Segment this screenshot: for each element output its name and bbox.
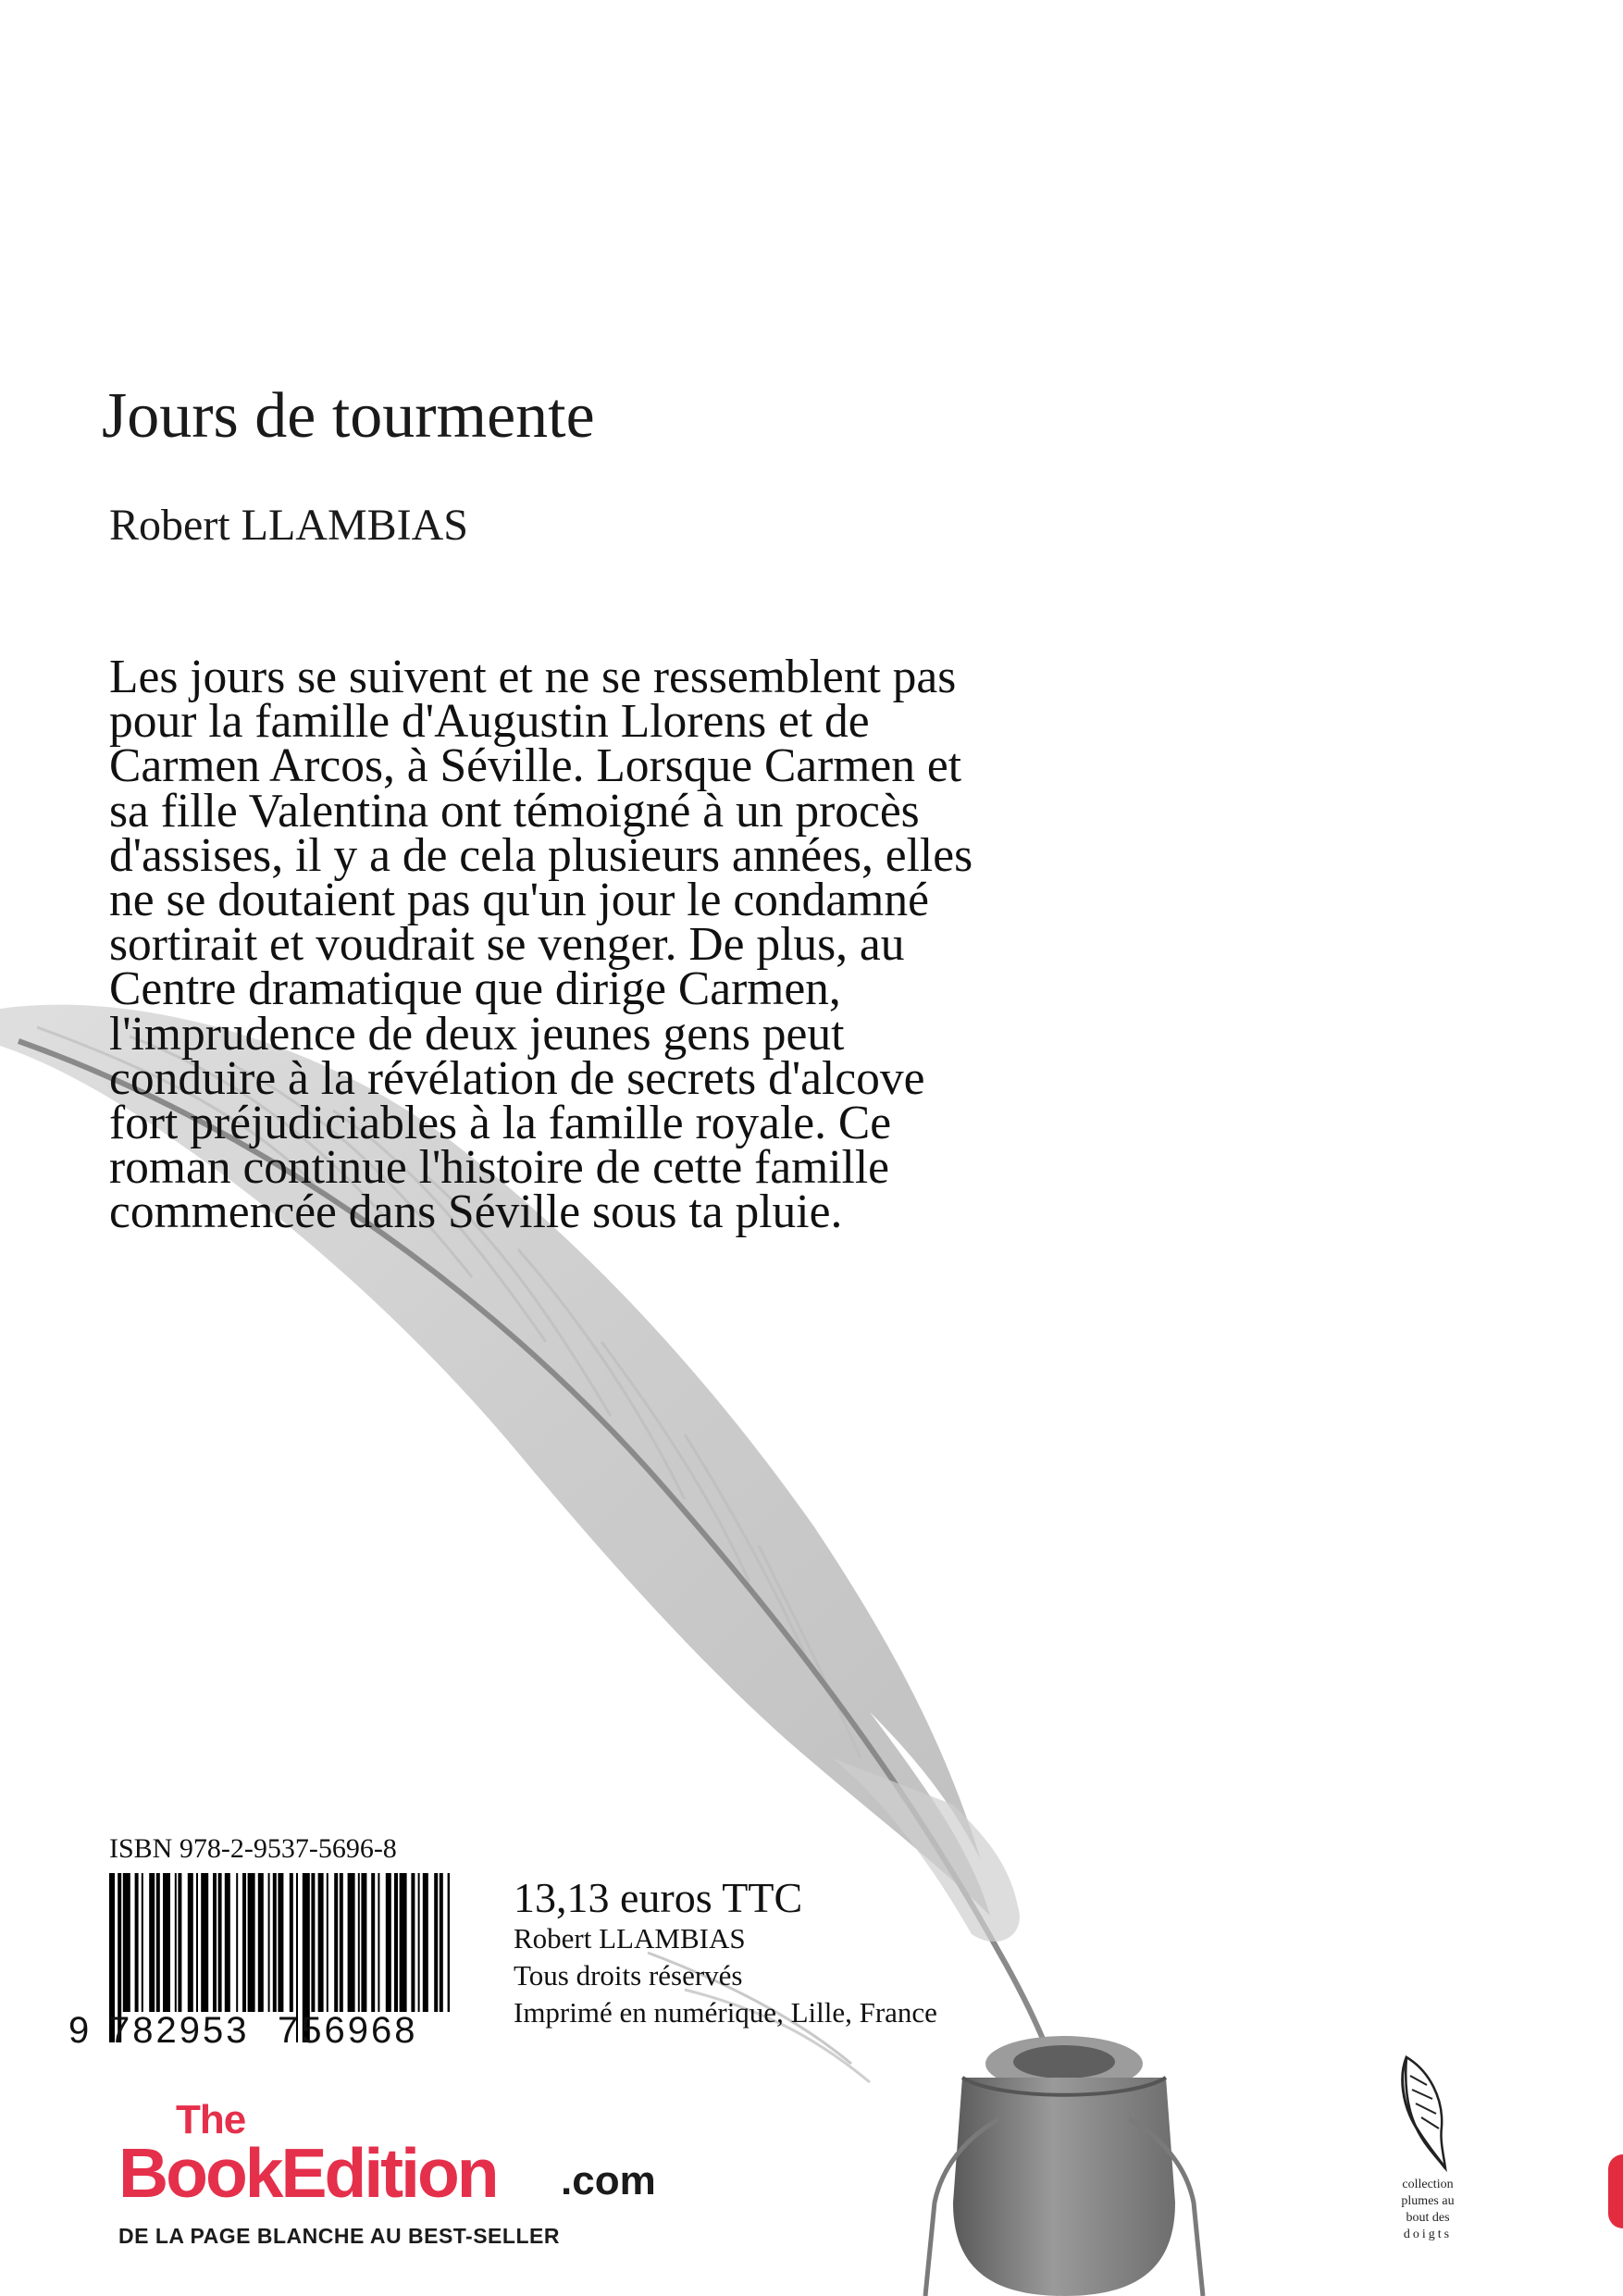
- barcode-bar: [371, 1873, 375, 2012]
- edge-badge: [1608, 2154, 1623, 2228]
- barcode-bar: [201, 1873, 208, 2012]
- publisher-tagline: DE LA PAGE BLANCHE AU BEST-SELLER: [118, 2224, 560, 2248]
- barcode-bar: [258, 1873, 264, 2012]
- blurb-line: conduire à la révélation de secrets d'alcove: [109, 1051, 925, 1105]
- barcode-bar: [311, 1873, 315, 2012]
- barcode-bar: [340, 1873, 343, 2012]
- barcode-bar: [135, 1873, 139, 2012]
- feather-icon: [1388, 2053, 1462, 2173]
- barcode-bar: [175, 1873, 177, 2012]
- collection-line: collection: [1402, 2178, 1454, 2191]
- barcode-bar: [163, 1873, 170, 2012]
- publisher-logo-domain: .com: [561, 2158, 656, 2203]
- barcode-bar: [123, 1873, 130, 2012]
- barcode-bar: [218, 1873, 222, 2012]
- barcode-digits: [68, 2010, 446, 2051]
- barcode-bar: [327, 1873, 328, 2012]
- barcode-bar: [273, 1873, 277, 2012]
- barcode-bar: [290, 1873, 293, 2012]
- barcode-bar: [156, 1873, 160, 2012]
- barcode-bar: [378, 1873, 379, 2012]
- barcode-bar: [411, 1873, 415, 2012]
- blurb-line: commencée dans Séville sous ta pluie.: [109, 1185, 843, 1239]
- imprint-rights: Tous droits réservés: [514, 1959, 743, 1992]
- collection-label: [1386, 2177, 1469, 2243]
- barcode-bar: [400, 1873, 407, 2012]
- publisher-logo-name: BookEdition: [118, 2134, 497, 2212]
- book-blurb: [109, 651, 1247, 1239]
- barcode-bar: [213, 1873, 217, 2012]
- barcode-bar: [268, 1873, 270, 2012]
- barcode-bar: [361, 1873, 366, 2012]
- barcode-bar: [248, 1873, 255, 2012]
- barcode-bar: [242, 1873, 246, 2012]
- barcode-bar: [149, 1873, 155, 2012]
- barcode-bar: [440, 1873, 443, 2012]
- barcode-bar: [318, 1873, 324, 2012]
- barcode-bar: [394, 1873, 398, 2012]
- collection-line: plumes au: [1401, 2194, 1455, 2208]
- book-title: Jours de tourmente: [102, 380, 595, 452]
- collection-line: doigts: [1403, 2228, 1453, 2241]
- blurb-line: Les jours se suivent et ne se ressemblent pas: [109, 651, 957, 703]
- price: 13,13 euros TTC: [514, 1874, 803, 1921]
- imprint-printing: Imprimé en numérique, Lille, France: [514, 1996, 937, 2029]
- barcode-bar: [188, 1873, 193, 2012]
- barcode-bar: [348, 1873, 355, 2012]
- barcode-bar: [278, 1873, 283, 2012]
- barcode-bar: [434, 1873, 438, 2012]
- blurb-line: Carmen Arcos, à Séville. Lorsque Carmen et: [109, 739, 962, 793]
- blurb-line: sa fille Valentina ont témoigné à un procès: [109, 784, 920, 838]
- blurb-line: d'assises, il y a de cela plusieurs années, elles: [109, 828, 973, 882]
- barcode-bar: [386, 1873, 391, 2012]
- imprint-author: Robert LLAMBIAS: [514, 1922, 746, 1955]
- isbn-label: ISBN 978-2-9537-5696-8: [109, 1833, 397, 1864]
- barcode-digits-right: 756968: [278, 2010, 418, 2051]
- collection-line: bout des: [1406, 2211, 1450, 2225]
- barcode-bar: [236, 1873, 238, 2012]
- blurb-line: l'imprudence de deux jeunes gens peut: [109, 1007, 845, 1061]
- publisher-logo-the: The: [176, 2097, 246, 2142]
- barcode-bar: [142, 1873, 143, 2012]
- barcode-bar: [334, 1873, 338, 2012]
- barcode-bar: [448, 1873, 450, 2012]
- barcode-bar: [418, 1873, 420, 2012]
- barcode-bar: [358, 1873, 360, 2012]
- barcode-digits-left: 782953: [109, 2010, 250, 2051]
- barcode-digit-lead: 9: [68, 2010, 91, 2051]
- barcode-bar: [178, 1873, 181, 2012]
- blurb-line: roman continue l'histoire de cette famille: [109, 1141, 889, 1195]
- barcode-bar: [423, 1873, 428, 2012]
- blurb-line: ne se doutaient pas qu'un jour le condamné: [109, 874, 929, 927]
- blurb-line: fort préjudiciables à la famille royale. Ce: [109, 1097, 892, 1150]
- barcode-bar: [225, 1873, 230, 2012]
- blurb-line: sortirait et voudrait se venger. De plus, au: [109, 918, 905, 972]
- barcode-bar: [196, 1873, 198, 2012]
- blurb-line: Centre dramatique que dirige Carmen,: [109, 962, 841, 1016]
- blurb-line: pour la famille d'Augustin Llorens et de: [109, 695, 870, 749]
- book-author: Robert LLAMBIAS: [109, 501, 468, 550]
